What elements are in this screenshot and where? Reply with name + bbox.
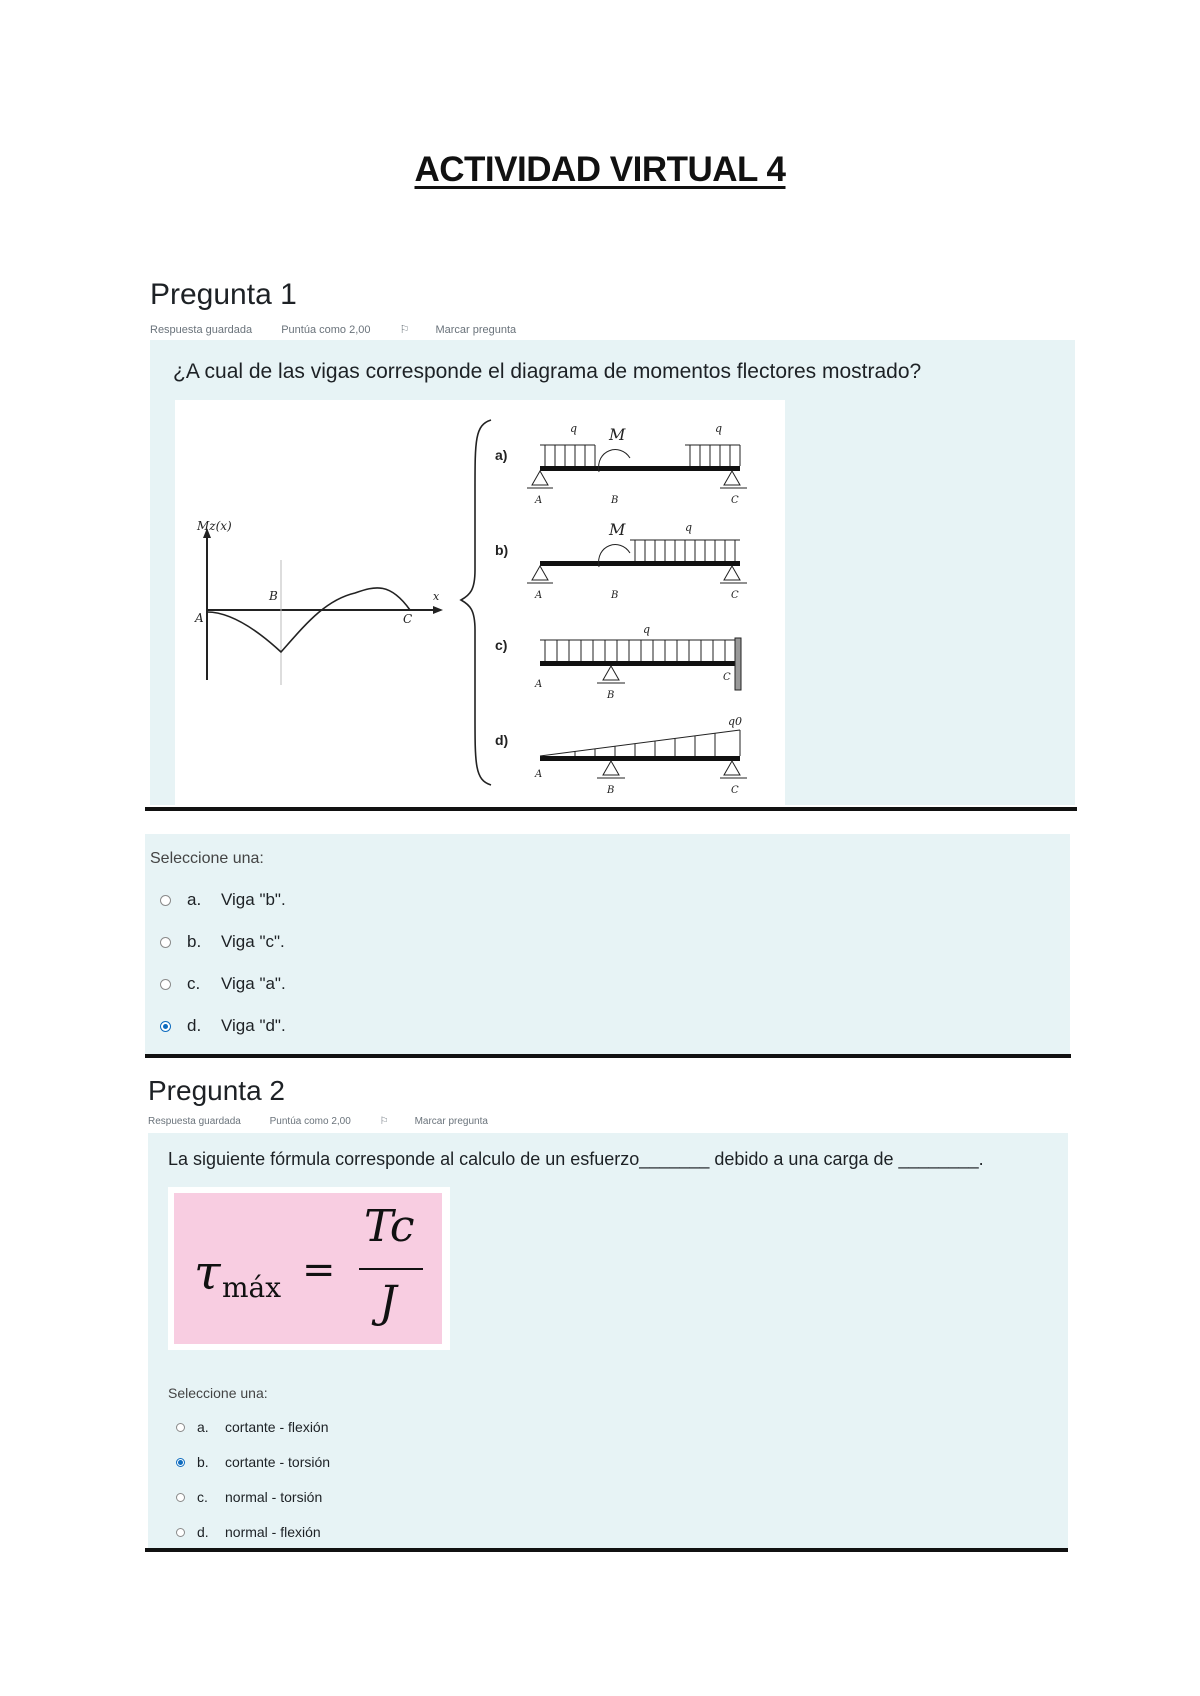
question-1-text: ¿A cual de las vigas corresponde el diagrama de momentos flectores mostrado? bbox=[173, 360, 922, 383]
radio-button[interactable] bbox=[176, 1423, 185, 1432]
beam-d-point-b: B bbox=[607, 785, 615, 796]
beam-c-load-label: q bbox=[643, 623, 651, 636]
formula-tau: τ bbox=[194, 1245, 221, 1301]
option-letter: a. bbox=[197, 1419, 209, 1435]
option-text: cortante - torsión bbox=[225, 1454, 331, 1470]
beam-a-load-label-1: q bbox=[570, 422, 578, 435]
radio-button-selected[interactable] bbox=[176, 1458, 185, 1467]
question-2-info bbox=[148, 1116, 540, 1127]
divider bbox=[145, 807, 1077, 811]
radio-button[interactable] bbox=[160, 937, 171, 948]
moment-diagram bbox=[203, 528, 443, 685]
beam-d-label: d) bbox=[495, 732, 509, 748]
question-1-status: Respuesta guardada bbox=[150, 324, 253, 336]
formula-equals: = bbox=[302, 1247, 336, 1293]
beam-d-load-label: q0 bbox=[728, 715, 743, 728]
beam-b-load-label: q bbox=[685, 521, 693, 534]
divider bbox=[145, 1548, 1068, 1552]
beam-a-load-label-2: q bbox=[715, 422, 723, 435]
beam-a-point-b: B bbox=[611, 495, 619, 506]
option-b[interactable] bbox=[160, 932, 285, 952]
flag-icon: ⚐ bbox=[399, 324, 410, 336]
question-1-flag[interactable] bbox=[400, 324, 543, 336]
option-letter: d. bbox=[187, 1016, 202, 1035]
option-text: normal - torsión bbox=[225, 1489, 323, 1505]
point-a-label: A bbox=[195, 611, 204, 625]
beam-b-point-a: A bbox=[535, 590, 543, 601]
option-text: Viga "b". bbox=[221, 890, 286, 909]
radio-button[interactable] bbox=[176, 1528, 185, 1537]
question-1-title: Pregunta 1 bbox=[150, 278, 297, 311]
select-one-label: Seleccione una: bbox=[150, 850, 264, 867]
beam-b bbox=[527, 540, 747, 583]
option-letter: a. bbox=[187, 890, 202, 909]
flag-icon: ⚐ bbox=[379, 1116, 389, 1127]
option-d[interactable] bbox=[160, 1016, 286, 1036]
point-c-label: C bbox=[403, 612, 413, 626]
beam-c-label: c) bbox=[495, 637, 508, 653]
beam-b-point-b: B bbox=[611, 590, 619, 601]
beam-b-point-c: C bbox=[731, 590, 739, 601]
option-c[interactable] bbox=[176, 1489, 322, 1505]
beam-c-point-b: B bbox=[607, 690, 615, 701]
beam-d-point-a: A bbox=[535, 769, 543, 780]
formula-frame bbox=[168, 1187, 450, 1350]
question-2-status: Respuesta guardada bbox=[148, 1116, 241, 1127]
option-text: Viga "d". bbox=[221, 1016, 286, 1035]
radio-button[interactable] bbox=[160, 979, 171, 990]
flag-label: Marcar pregunta bbox=[414, 1116, 488, 1127]
formula-denominator: J bbox=[379, 1277, 397, 1328]
beam-diagram bbox=[175, 400, 785, 805]
question-2-text: La siguiente fórmula corresponde al calculo de un esfuerzo_______ debido a una carga de ________. bbox=[168, 1149, 984, 1169]
option-letter: d. bbox=[197, 1524, 209, 1540]
question-2-panel bbox=[148, 1133, 1068, 1548]
question-1-score: Puntúa como 2,00 bbox=[281, 324, 371, 336]
option-text: Viga "a". bbox=[221, 974, 286, 993]
question-2-flag[interactable] bbox=[380, 1116, 514, 1127]
option-text: cortante - flexión bbox=[225, 1419, 329, 1435]
option-letter: c. bbox=[197, 1489, 208, 1505]
option-b[interactable] bbox=[176, 1454, 330, 1470]
beam-b-moment-label: M bbox=[609, 520, 626, 539]
beam-a bbox=[527, 445, 747, 488]
question-1-answers bbox=[145, 834, 1070, 1054]
option-letter: c. bbox=[187, 974, 201, 993]
beam-c-point-c: C bbox=[723, 672, 731, 683]
x-axis-label: x bbox=[433, 590, 440, 603]
formula-subscript: máx bbox=[222, 1271, 282, 1304]
question-2-title: Pregunta 2 bbox=[148, 1075, 285, 1106]
beam-a-point-a: A bbox=[535, 495, 543, 506]
option-a[interactable] bbox=[176, 1419, 329, 1435]
option-letter: b. bbox=[187, 932, 202, 951]
beam-c-point-a: A bbox=[535, 679, 543, 690]
question-1-info bbox=[150, 323, 568, 336]
formula-image bbox=[174, 1193, 442, 1344]
point-b-label: B bbox=[269, 589, 278, 603]
formula-numerator: Tc bbox=[364, 1201, 415, 1252]
option-a[interactable] bbox=[160, 890, 286, 910]
beam-c bbox=[540, 638, 741, 690]
option-text: Viga "c". bbox=[221, 932, 285, 951]
option-d[interactable] bbox=[176, 1524, 321, 1540]
beam-a-moment-label: M bbox=[609, 425, 626, 444]
brace bbox=[461, 420, 491, 785]
radio-button-selected[interactable] bbox=[160, 1021, 171, 1032]
radio-button[interactable] bbox=[160, 895, 171, 906]
beam-d-point-c: C bbox=[731, 785, 739, 796]
beam-a-label: a) bbox=[495, 447, 508, 463]
select-one-label: Seleccione una: bbox=[168, 1385, 268, 1401]
divider bbox=[145, 1054, 1071, 1058]
option-text: normal - flexión bbox=[225, 1524, 321, 1540]
beam-d bbox=[540, 730, 747, 778]
option-letter: b. bbox=[197, 1454, 209, 1470]
document-title: ACTIVIDAD VIRTUAL 4 bbox=[414, 150, 786, 189]
beam-a-point-c: C bbox=[731, 495, 739, 506]
radio-button[interactable] bbox=[176, 1493, 185, 1502]
beam-b-label: b) bbox=[495, 542, 509, 558]
moment-axis-label: Mz(x) bbox=[197, 519, 232, 533]
question-2-score: Puntúa como 2,00 bbox=[269, 1116, 351, 1127]
question-1-figure bbox=[175, 400, 785, 805]
option-c[interactable] bbox=[160, 974, 286, 994]
flag-label: Marcar pregunta bbox=[435, 324, 517, 336]
fraction-bar bbox=[359, 1268, 423, 1270]
